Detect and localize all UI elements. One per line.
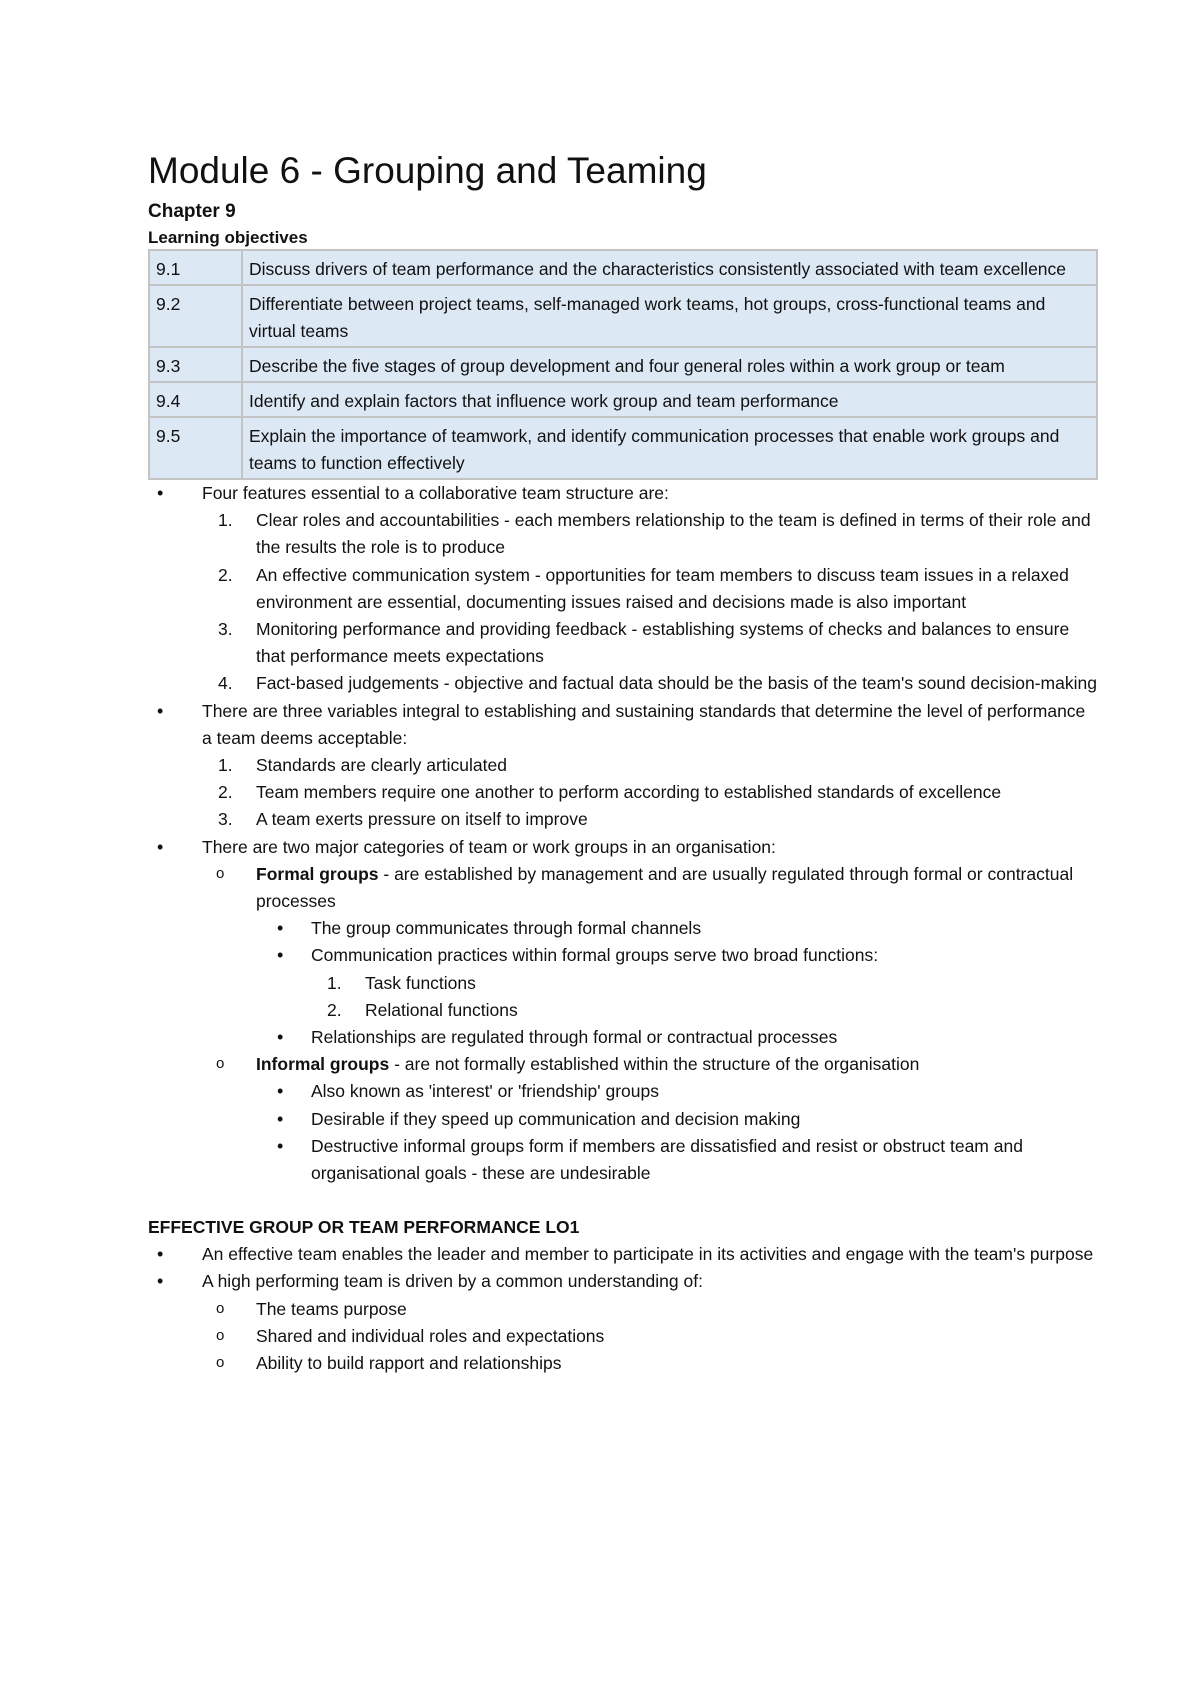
objective-text: Discuss drivers of team performance and the characteristics consistently associated with team excellence bbox=[242, 250, 1097, 285]
variable-text: A team exerts pressure on itself to improve bbox=[256, 809, 588, 830]
list-item bbox=[202, 480, 1098, 698]
formal-groups-desc: - are established by management and are usually regulated through formal or contractual processes bbox=[256, 863, 1074, 912]
list-item: • Desirable if they speed up communication and decision making bbox=[311, 1106, 1098, 1133]
table-row bbox=[149, 347, 1097, 382]
objective-text: Identify and explain factors that influence work group and team performance bbox=[242, 382, 1097, 417]
list-item: 2. Relational functions bbox=[327, 999, 518, 1020]
table-row bbox=[149, 382, 1097, 417]
function-text: Relational functions bbox=[365, 999, 518, 1020]
objective-text: Differentiate between project teams, self-managed work teams, hot groups, cross-functional teams and virtual teams bbox=[242, 285, 1097, 347]
section-heading: EFFECTIVE GROUP OR TEAM PERFORMANCE LO1 bbox=[148, 1217, 580, 1238]
list-item: 4. Fact-based judgements - objective and factual data should be the basis of the team's sound decision-making bbox=[218, 673, 1097, 694]
objectives-label: Learning objectives bbox=[148, 228, 308, 247]
section2-sub-list bbox=[202, 1296, 1098, 1378]
feature-text: Monitoring performance and providing feedback - establishing systems of checks and balances to ensure that performance meets expectations bbox=[256, 619, 1070, 667]
list-item: o The teams purpose bbox=[256, 1296, 1098, 1323]
main-bullet-list bbox=[148, 480, 1098, 1187]
list-item bbox=[256, 1051, 1098, 1187]
informal-groups-desc: - are not formally established within the structure of the organisation bbox=[389, 1054, 920, 1075]
list-item bbox=[202, 1268, 1098, 1377]
feature-text: Fact-based judgements - objective and factual data should be the basis of the team's sound decision-making bbox=[256, 673, 1097, 694]
objective-number: 9.2 bbox=[149, 285, 242, 347]
formal-groups-label: Formal groups bbox=[256, 863, 379, 884]
objective-number: 9.4 bbox=[149, 382, 242, 417]
page-title: Module 6 - Grouping and Teaming bbox=[148, 150, 707, 191]
list-item: • Relationships are regulated through formal or contractual processes bbox=[311, 1024, 1098, 1051]
feature-text: An effective communication system - opportunities for team members to discuss team issues in a relaxed environment are essential, documenting issues raised and decisions made is also important bbox=[256, 564, 1069, 612]
variable-text: Standards are clearly articulated bbox=[256, 755, 507, 776]
list-item: • Destructive informal groups form if members are dissatisfied and resist or obstruct team and organisational goals - these are undesirable bbox=[311, 1133, 1098, 1187]
list-item bbox=[202, 698, 1098, 834]
list-item: o Ability to build rapport and relationships bbox=[256, 1350, 1098, 1377]
feature-text: Clear roles and accountabilities - each members relationship to the team is defined in terms of their role and the results the role is to produce bbox=[256, 510, 1091, 558]
functions-list bbox=[311, 970, 1098, 1024]
categories-intro: There are two major categories of team or work groups in an organisation: bbox=[202, 836, 776, 857]
list-item: 2. Team members require one another to perform according to established standards of excellence bbox=[218, 782, 1002, 803]
list-item: • Also known as 'interest' or 'friendship' groups bbox=[311, 1078, 1098, 1105]
section2-intro: A high performing team is driven by a common understanding of: bbox=[202, 1271, 703, 1292]
objective-number: 9.5 bbox=[149, 417, 242, 479]
formal-sub-list bbox=[256, 915, 1098, 1051]
objective-number: 9.3 bbox=[149, 347, 242, 382]
features-intro: Four features essential to a collaborative team structure are: bbox=[202, 483, 669, 503]
objective-number: 9.1 bbox=[149, 250, 242, 285]
informal-groups-label: Informal groups bbox=[256, 1054, 390, 1075]
categories-list bbox=[202, 861, 1098, 1187]
list-item bbox=[202, 834, 1098, 1188]
table-row bbox=[149, 250, 1097, 285]
variables-list bbox=[202, 752, 1098, 834]
list-item: 3. Monitoring performance and providing feedback - establishing systems of checks and balances to ensure that performance meets expectations bbox=[218, 619, 1070, 667]
list-item bbox=[311, 942, 1098, 1024]
list-item: 1. Standards are clearly articulated bbox=[218, 755, 507, 776]
objective-text: Explain the importance of teamwork, and identify communication processes that enable work groups and teams to function effectively bbox=[242, 417, 1097, 479]
informal-sub-list bbox=[256, 1078, 1098, 1187]
objectives-table bbox=[148, 249, 1098, 480]
list-item: • The group communicates through formal channels bbox=[311, 915, 1098, 942]
list-item: • An effective team enables the leader and member to participate in its activities and engage with the team's purpose bbox=[202, 1241, 1098, 1268]
table-row bbox=[149, 417, 1097, 479]
variable-text: Team members require one another to perform according to established standards of excellence bbox=[256, 782, 1002, 803]
list-item: 3. A team exerts pressure on itself to improve bbox=[218, 809, 588, 830]
features-list bbox=[202, 507, 1098, 697]
section2-list bbox=[148, 1241, 1098, 1377]
list-item bbox=[256, 861, 1098, 1051]
chapter-heading: Chapter 9 bbox=[148, 201, 236, 222]
function-text: Task functions bbox=[365, 972, 476, 993]
formal-sub-text: Communication practices within formal groups serve two broad functions: bbox=[311, 945, 879, 966]
objective-text: Describe the five stages of group development and four general roles within a work group or team bbox=[242, 347, 1097, 382]
variables-intro: There are three variables integral to establishing and sustaining standards that determine the level of performance a team deems acceptable: bbox=[202, 700, 1086, 748]
table-row bbox=[149, 285, 1097, 347]
list-item: o Shared and individual roles and expectations bbox=[256, 1323, 1098, 1350]
document-page bbox=[148, 148, 1098, 1377]
list-item: 1. Task functions bbox=[327, 972, 476, 993]
list-item: 2. An effective communication system - opportunities for team members to discuss team issues in a relaxed environment are essential, documenting issues raised and decisions made is also important bbox=[218, 564, 1069, 612]
list-item: 1. Clear roles and accountabilities - each members relationship to the team is defined in terms of their role and the results the role is to produce bbox=[218, 510, 1091, 558]
